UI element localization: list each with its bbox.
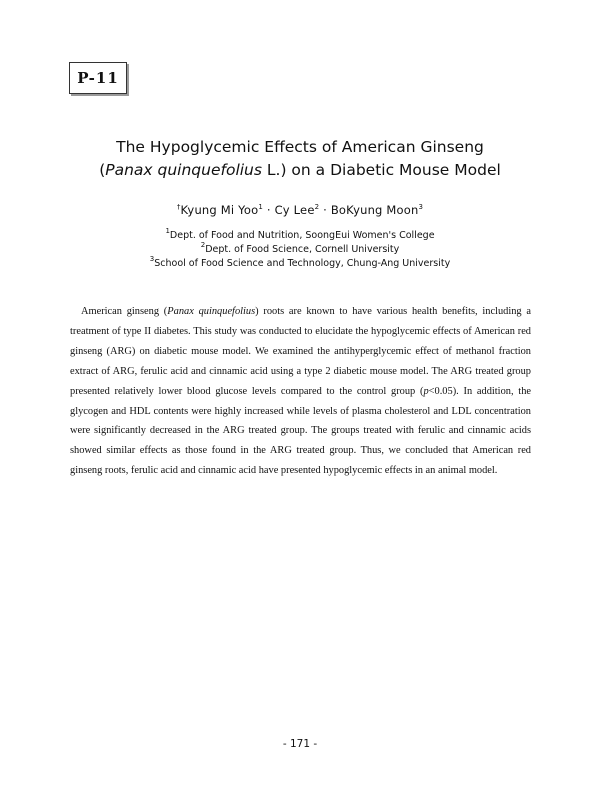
paper-title	[40, 136, 560, 182]
author-affiliation-number: 2	[314, 203, 320, 211]
abstract-species: Panax quinquefolius	[167, 306, 256, 317]
title-line-2-rest: L.) on a Diabetic Mouse Model	[261, 161, 501, 179]
corresponding-mark: †	[176, 203, 181, 211]
poster-label: P-11	[69, 62, 127, 94]
affiliation-2	[80, 243, 520, 256]
author-separator: ·	[262, 203, 275, 217]
author-name: Cy Lee	[274, 203, 315, 217]
abstract-paragraph	[70, 302, 531, 481]
author-affiliation-number: 3	[418, 203, 424, 211]
affiliation-3	[80, 257, 520, 270]
title-paren: (	[99, 161, 106, 179]
affiliation-1	[80, 229, 520, 242]
abstract-text: American ginseng (	[81, 306, 168, 317]
author-affiliation-number: 1	[258, 203, 263, 211]
affiliation-text: School of Food Science and Technology, Chung-Ang University	[154, 258, 451, 269]
title-line-2	[40, 159, 560, 182]
affiliation-number: 2	[200, 241, 206, 249]
affiliation-number: 1	[165, 227, 170, 235]
author-list	[80, 203, 520, 217]
abstract-p-value: p	[423, 385, 429, 397]
author-separator: ·	[319, 203, 331, 217]
affiliation-text: Dept. of Food and Nutrition, SoongEui Women's College	[169, 230, 435, 241]
page-number: - 171 -	[282, 738, 318, 750]
title-species: Panax quinquefolius	[105, 161, 262, 179]
author-name: BoKyung Moon	[330, 203, 419, 217]
title-line-1: The Hypoglycemic Effects of American Ginseng	[116, 138, 484, 156]
abstract-text: ) roots are known to have various health benefits, including a treatment of type II diabetes. This study was conducted to elucidate the hypoglycemic effects of American red ginseng (ARG) on diabetic mouse model. We examined the antihyperglycemic effect of methanol fraction extract of ARG, ferulic acid and cinnamic acid using a type 2 diabetic mouse model. The ARG treated group presented relatively lower blood glucose levels compared to the control group (	[70, 306, 531, 397]
affiliation-text: Dept. of Food Science, Cornell University	[205, 244, 400, 255]
abstract-text: <0.05). In addition, the glycogen and HDL contents were highly increased while levels of plasma cholesterol and LDL concentration were significantly decreased in the ARG treated group. The groups treated with ferulic and cinnamic acids showed similar effects as those found in the ARG treated group. Thus, we concluded that American red ginseng roots, ferulic acid and cinnamic acid have presented hypoglycemic effects in an animal model.	[70, 385, 532, 477]
author-name: Kyung Mi Yoo	[180, 203, 259, 217]
affiliation-number: 3	[149, 255, 155, 263]
